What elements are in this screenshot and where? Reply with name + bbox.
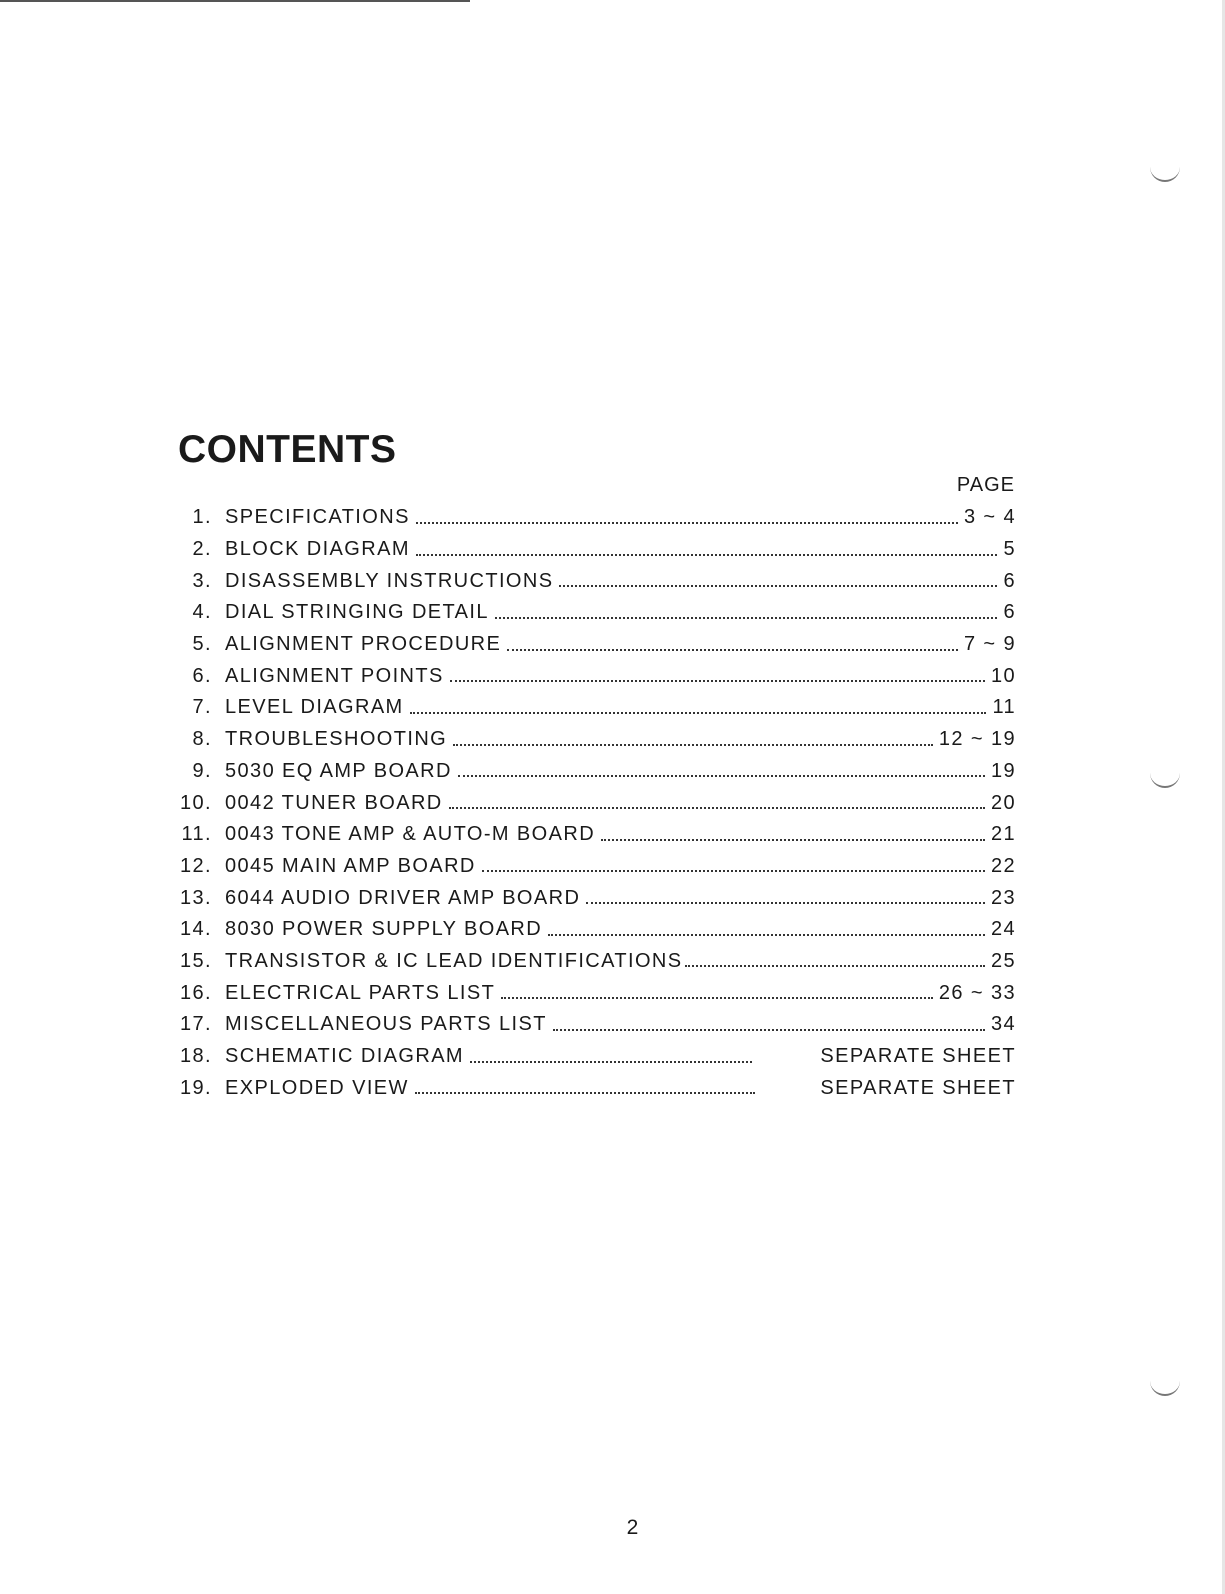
entry-page: 19 — [990, 759, 1016, 782]
dot-leader — [416, 554, 998, 556]
toc-entry[interactable] — [170, 756, 1016, 788]
entry-label: SCHEMATIC DIAGRAM — [225, 1045, 464, 1068]
entry-page: 6 — [1003, 601, 1016, 624]
toc-entry[interactable] — [170, 565, 1016, 597]
dot-leader — [415, 1092, 755, 1094]
entry-label: 5030 EQ AMP BOARD — [225, 759, 452, 782]
table-of-contents — [170, 502, 1016, 1104]
page-number: 2 — [626, 1516, 639, 1539]
entry-number: 2. — [192, 538, 212, 561]
entry-number: 6. — [192, 664, 212, 687]
entry-page: 21 — [990, 823, 1016, 846]
dot-leader — [501, 997, 933, 999]
dot-leader — [548, 934, 985, 936]
dot-leader — [458, 775, 985, 777]
dot-leader — [416, 522, 958, 524]
toc-entry[interactable] — [170, 534, 1016, 566]
entry-page: 5 — [1003, 538, 1016, 561]
entry-page: 10 — [990, 664, 1016, 687]
entry-page: 25 — [990, 949, 1016, 972]
toc-entry[interactable] — [170, 1009, 1016, 1041]
entry-number: 1. — [192, 506, 212, 529]
entry-label: 8030 POWER SUPPLY BOARD — [225, 918, 543, 941]
toc-entry[interactable] — [170, 787, 1016, 819]
dot-leader — [470, 1061, 752, 1063]
entry-label: 6044 AUDIO DRIVER AMP BOARD — [225, 886, 581, 909]
dot-leader — [685, 965, 985, 967]
entry-label: MISCELLANEOUS PARTS LIST — [225, 1013, 547, 1036]
dot-leader — [495, 617, 998, 619]
dot-leader — [410, 712, 987, 714]
page-title: CONTENTS — [178, 428, 397, 471]
entry-page: 3 ~ 4 — [963, 506, 1016, 529]
toc-entry[interactable] — [170, 660, 1016, 692]
entry-page: SEPARATE SHEET — [820, 1045, 1016, 1068]
toc-entry[interactable] — [170, 692, 1016, 724]
entry-number: 15. — [179, 949, 212, 972]
entry-number: 4. — [192, 601, 212, 624]
dot-leader — [507, 649, 958, 651]
entry-page: 24 — [990, 918, 1016, 941]
toc-entry[interactable] — [170, 1041, 1016, 1073]
entry-number: 3. — [192, 569, 212, 592]
entry-page: 12 ~ 19 — [938, 728, 1016, 751]
toc-entry[interactable] — [170, 882, 1016, 914]
toc-entry[interactable] — [170, 819, 1016, 851]
entry-page: 23 — [990, 886, 1016, 909]
entry-label: LEVEL DIAGRAM — [225, 696, 404, 719]
toc-entry[interactable] — [170, 724, 1016, 756]
binder-hole-mark — [1150, 166, 1180, 182]
entry-page: SEPARATE SHEET — [820, 1076, 1016, 1099]
toc-entry[interactable] — [170, 914, 1016, 946]
toc-entry[interactable] — [170, 977, 1016, 1009]
toc-entry[interactable] — [170, 1072, 1016, 1104]
dot-leader — [453, 744, 933, 746]
entry-number: 12. — [179, 854, 212, 877]
entry-number: 13. — [179, 886, 212, 909]
entry-number: 17. — [179, 1013, 212, 1036]
entry-number: 11. — [181, 823, 212, 846]
entry-label: DIAL STRINGING DETAIL — [225, 601, 489, 624]
scan-top-rule — [0, 0, 470, 2]
entry-label: BLOCK DIAGRAM — [225, 538, 410, 561]
entry-label: EXPLODED VIEW — [225, 1076, 409, 1099]
entry-page: 22 — [990, 854, 1016, 877]
entry-label: TROUBLESHOOTING — [225, 728, 448, 751]
entry-label: TRANSISTOR & IC LEAD IDENTIFICATIONS — [225, 949, 683, 972]
entry-page: 7 ~ 9 — [963, 633, 1016, 656]
dot-leader — [450, 680, 985, 682]
page-column-heading: PAGE — [956, 474, 1015, 496]
toc-entry[interactable] — [170, 629, 1016, 661]
toc-entry[interactable] — [170, 502, 1016, 534]
toc-entry[interactable] — [170, 597, 1016, 629]
entry-number: 10. — [179, 791, 212, 814]
toc-entry[interactable] — [170, 851, 1016, 883]
entry-label: SPECIFICATIONS — [225, 506, 410, 529]
entry-number: 16. — [179, 981, 212, 1004]
entry-label: 0043 TONE AMP & AUTO-M BOARD — [225, 823, 596, 846]
dot-leader — [449, 807, 985, 809]
entry-number: 18. — [179, 1045, 212, 1068]
entry-page: 20 — [990, 791, 1016, 814]
entry-label: 0042 TUNER BOARD — [225, 791, 443, 814]
entry-label: 0045 MAIN AMP BOARD — [225, 854, 476, 877]
entry-number: 14. — [179, 918, 212, 941]
entry-page: 6 — [1003, 569, 1016, 592]
dot-leader — [559, 585, 997, 587]
entry-number: 5. — [192, 633, 212, 656]
entry-page: 26 ~ 33 — [938, 981, 1016, 1004]
binder-hole-mark — [1150, 1380, 1180, 1396]
entry-number: 9. — [192, 759, 212, 782]
entry-label: ALIGNMENT PROCEDURE — [225, 633, 502, 656]
dot-leader — [482, 870, 985, 872]
dot-leader — [553, 1029, 985, 1031]
entry-number: 19. — [179, 1076, 212, 1099]
dot-leader — [586, 902, 985, 904]
entry-label: DISASSEMBLY INSTRUCTIONS — [225, 569, 554, 592]
entry-number: 8. — [192, 728, 212, 751]
entry-label: ALIGNMENT POINTS — [225, 664, 444, 687]
binder-hole-mark — [1150, 772, 1180, 788]
toc-entry[interactable] — [170, 946, 1016, 978]
entry-number: 7. — [192, 696, 212, 719]
entry-label: ELECTRICAL PARTS LIST — [225, 981, 496, 1004]
dot-leader — [601, 839, 985, 841]
entry-page: 34 — [990, 1013, 1016, 1036]
entry-page: 11 — [992, 696, 1016, 719]
